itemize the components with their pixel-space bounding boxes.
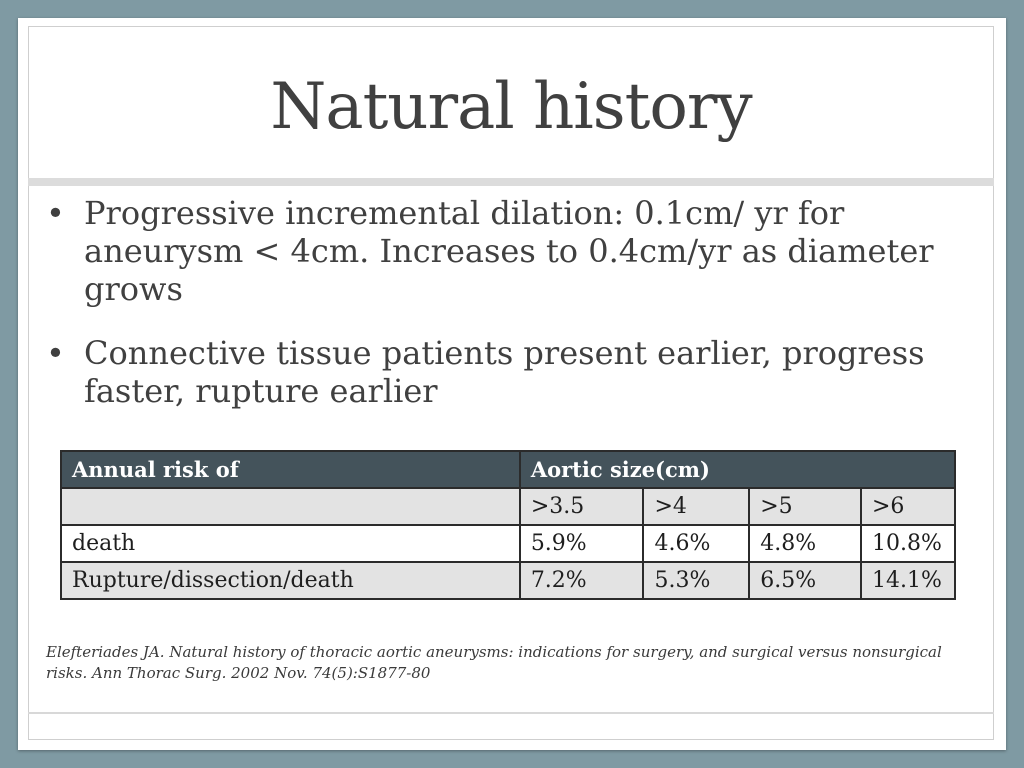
title-area bbox=[28, 26, 994, 178]
row-label: Rupture/dissection/death bbox=[61, 562, 520, 599]
table-row bbox=[61, 562, 955, 599]
row-label: death bbox=[61, 525, 520, 562]
header-aortic-size: Aortic size(cm) bbox=[520, 451, 955, 488]
table-cell: 10.8% bbox=[861, 525, 955, 562]
table-cell: 6.5% bbox=[749, 562, 861, 599]
slide bbox=[18, 18, 1006, 750]
bullet-text: Connective tissue patients present earlier, progress faster, rupture earlier bbox=[84, 334, 925, 410]
risk-table bbox=[60, 450, 956, 600]
title-divider bbox=[28, 178, 994, 186]
table-row bbox=[61, 525, 955, 562]
table-cell: 14.1% bbox=[861, 562, 955, 599]
bullet-marker: • bbox=[46, 334, 65, 372]
citation: Elefteriades JA. Natural history of thoracic aortic aneurysms: indications for surgery, and surgical versus nonsurgical risks. Ann Thorac Surg. 2002 Nov. 74(5):S1877-80 bbox=[46, 643, 942, 682]
bullet-text: Progressive incremental dilation: 0.1cm/ yr for aneurysm < 4cm. Increases to 0.4cm/yr as diameter grows bbox=[84, 194, 934, 308]
bullet-list bbox=[44, 194, 974, 436]
table-cell: 5.3% bbox=[643, 562, 749, 599]
size-cell: >4 bbox=[643, 488, 749, 525]
size-cell: >6 bbox=[861, 488, 955, 525]
table-subheader-row bbox=[61, 488, 955, 525]
size-cell: >5 bbox=[749, 488, 861, 525]
table-cell: 7.2% bbox=[520, 562, 644, 599]
size-cell: >3.5 bbox=[520, 488, 644, 525]
table-cell: 4.6% bbox=[643, 525, 749, 562]
bullet-marker: • bbox=[46, 194, 65, 232]
table-cell bbox=[61, 488, 520, 525]
header-annual-risk: Annual risk of bbox=[61, 451, 520, 488]
bullet-item bbox=[44, 334, 974, 410]
footer-divider bbox=[28, 712, 994, 714]
bullet-item bbox=[44, 194, 974, 308]
table-cell: 5.9% bbox=[520, 525, 644, 562]
slide-title: Natural history bbox=[270, 70, 752, 144]
table-header-row bbox=[61, 451, 955, 488]
table-cell: 4.8% bbox=[749, 525, 861, 562]
